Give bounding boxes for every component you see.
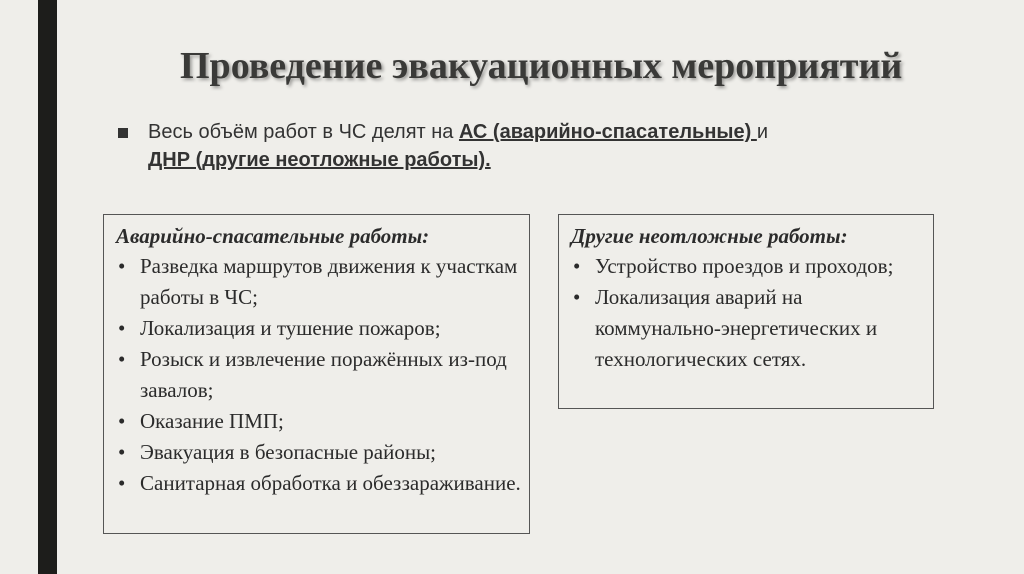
dnr-label: ДНР (другие неотложные работы).: [148, 149, 491, 171]
other-urgent-works-list: [559, 251, 933, 375]
bullet-icon: •: [573, 285, 581, 309]
list-item: • Санитарная обработка и обеззараживание.: [104, 468, 529, 499]
bullet-icon: •: [118, 316, 126, 340]
bullet-icon: •: [118, 440, 126, 464]
bullet-icon: •: [118, 254, 126, 278]
page-title: Проведение эвакуационных мероприятий: [180, 45, 903, 87]
rescue-works-box: [103, 214, 530, 534]
square-bullet-icon: [118, 128, 128, 138]
list-item: • Разведка маршрутов движения к участкам работы в ЧС;: [104, 251, 529, 313]
as-label: АС (аварийно-спасательные): [458, 121, 757, 143]
bullet-icon: •: [118, 409, 126, 433]
rescue-works-list: [104, 251, 529, 499]
other-urgent-works-heading: Другие неотложные работы:: [571, 224, 848, 248]
rescue-works-heading: Аварийно-спасательные работы:: [116, 224, 430, 248]
list-item: • Устройство проездов и проходов;: [559, 251, 933, 282]
list-item: • Оказание ПМП;: [104, 406, 529, 437]
list-item: • Эвакуация в безопасные районы;: [104, 437, 529, 468]
other-urgent-works-box: [558, 214, 934, 409]
intro-conj: и: [756, 121, 769, 143]
bullet-icon: •: [118, 471, 126, 495]
list-item: • Локализация и тушение пожаров;: [104, 313, 529, 344]
list-item: • Розыск и извлечение поражённых из-под завалов;: [104, 344, 529, 406]
intro-prefix: Весь объём работ в ЧС делят на: [148, 121, 459, 143]
bullet-icon: •: [573, 254, 581, 278]
list-item: • Локализация аварий на коммунально-энергетических и технологических сетях.: [559, 282, 933, 375]
accent-bar: [38, 0, 57, 574]
bullet-icon: •: [118, 347, 126, 371]
intro-text: [148, 118, 908, 174]
